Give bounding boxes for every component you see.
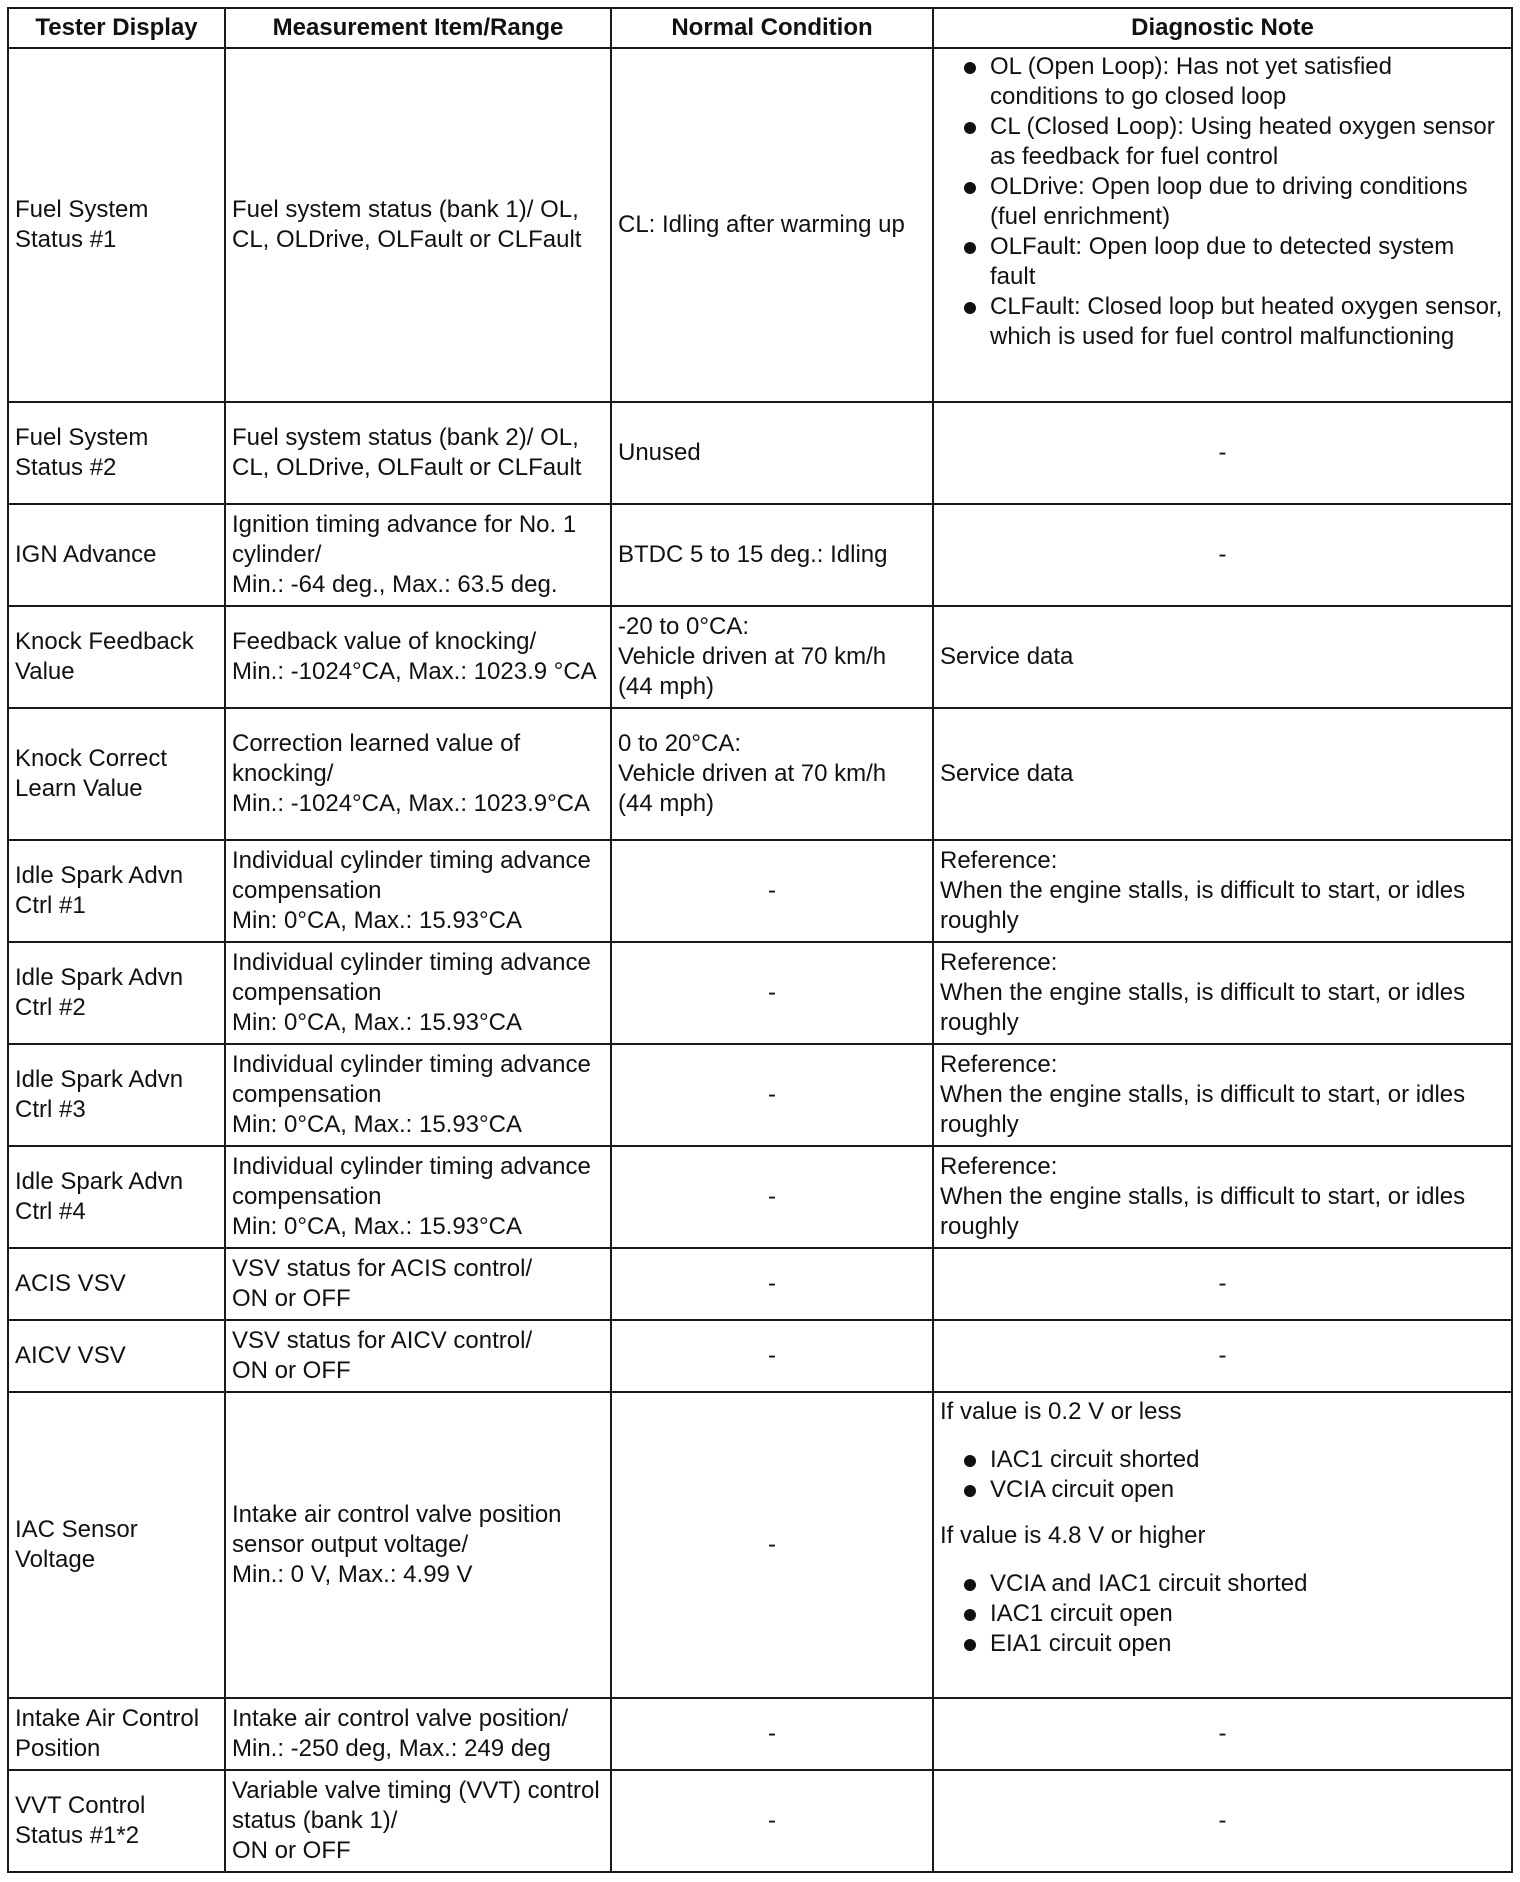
table-row bbox=[8, 504, 1512, 606]
tester-display-cell: Fuel System Status #2 bbox=[8, 402, 225, 504]
list-item: CL (Closed Loop): Using heated oxygen sensor as feedback for fuel control bbox=[940, 112, 1505, 172]
list-item: OL (Open Loop): Has not yet satisfied conditions to go closed loop bbox=[940, 52, 1505, 112]
list-item: VCIA circuit open bbox=[940, 1475, 1505, 1505]
tester-display-cell: Idle Spark Advn Ctrl #1 bbox=[8, 840, 225, 942]
list-item: VCIA and IAC1 circuit shorted bbox=[940, 1569, 1505, 1599]
cell-line: ON or OFF bbox=[232, 1357, 351, 1384]
tester-display-cell: ACIS VSV bbox=[8, 1248, 225, 1320]
cell-line: Min: 0°CA, Max.: 15.93°CA bbox=[232, 1213, 522, 1240]
table-row bbox=[8, 606, 1512, 708]
normal-condition-cell: - bbox=[611, 942, 933, 1044]
header-diagnostic-note: Diagnostic Note bbox=[933, 8, 1512, 48]
measurement-item-cell bbox=[225, 840, 611, 942]
note-condition-heading: If value is 4.8 V or higher bbox=[940, 1522, 1206, 1549]
table-row bbox=[8, 1392, 1512, 1698]
cell-line: Individual cylinder timing advance compensation bbox=[232, 847, 591, 904]
list-item: OLFault: Open loop due to detected system fault bbox=[940, 232, 1505, 292]
cell-line: When the engine stalls, is difficult to start, or idles roughly bbox=[940, 877, 1466, 934]
cell-line: Min.: 0 V, Max.: 4.99 V bbox=[232, 1561, 473, 1588]
measurement-item-cell bbox=[225, 606, 611, 708]
cell-line: VSV status for ACIS control/ bbox=[232, 1255, 533, 1282]
cell-line: When the engine stalls, is difficult to start, or idles roughly bbox=[940, 1081, 1466, 1138]
note-bullet-list bbox=[940, 1569, 1505, 1659]
normal-condition-cell: - bbox=[611, 1320, 933, 1392]
normal-condition-cell: - bbox=[611, 1248, 933, 1320]
cell-line: ON or OFF bbox=[232, 1285, 351, 1312]
tester-display-cell: Fuel System Status #1 bbox=[8, 48, 225, 402]
normal-condition-cell: - bbox=[611, 1392, 933, 1698]
diagnostic-note-cell: - bbox=[933, 504, 1512, 606]
note-condition-heading: If value is 0.2 V or less bbox=[940, 1398, 1182, 1425]
cell-line: Min.: -64 deg., Max.: 63.5 deg. bbox=[232, 571, 558, 598]
header-tester-display: Tester Display bbox=[8, 8, 225, 48]
table-row bbox=[8, 1044, 1512, 1146]
table-row bbox=[8, 1320, 1512, 1392]
cell-line: Reference: bbox=[940, 1051, 1058, 1078]
header-normal-condition: Normal Condition bbox=[611, 8, 933, 48]
cell-line: Feedback value of knocking/ bbox=[232, 628, 537, 655]
normal-condition-cell: - bbox=[611, 1044, 933, 1146]
tester-display-cell: AICV VSV bbox=[8, 1320, 225, 1392]
diagnostic-note-cell: - bbox=[933, 1320, 1512, 1392]
tester-display-cell: IGN Advance bbox=[8, 504, 225, 606]
normal-condition-cell: CL: Idling after warming up bbox=[611, 48, 933, 402]
diagnostic-note-cell: Service data bbox=[933, 606, 1512, 708]
cell-line: Min.: -1024°CA, Max.: 1023.9°CA bbox=[232, 790, 591, 817]
diagnostic-note-cell: - bbox=[933, 1698, 1512, 1770]
table-row bbox=[8, 708, 1512, 840]
cell-line: Reference: bbox=[940, 949, 1058, 976]
tester-display-cell: Idle Spark Advn Ctrl #2 bbox=[8, 942, 225, 1044]
cell-line: -20 to 0°CA: bbox=[618, 613, 749, 640]
diagnostic-note-cell bbox=[933, 48, 1512, 402]
measurement-item-cell bbox=[225, 1770, 611, 1872]
header-row bbox=[8, 8, 1512, 48]
diagnostic-note-cell: - bbox=[933, 402, 1512, 504]
normal-condition-cell: Unused bbox=[611, 402, 933, 504]
cell-line: When the engine stalls, is difficult to start, or idles roughly bbox=[940, 979, 1466, 1036]
cell-line: Min: 0°CA, Max.: 15.93°CA bbox=[232, 1111, 522, 1138]
table-row bbox=[8, 942, 1512, 1044]
tester-display-cell: IAC Sensor Voltage bbox=[8, 1392, 225, 1698]
measurement-item-cell bbox=[225, 1392, 611, 1698]
normal-condition-cell: - bbox=[611, 1146, 933, 1248]
measurement-item-cell bbox=[225, 504, 611, 606]
cell-line: Min: 0°CA, Max.: 15.93°CA bbox=[232, 1009, 522, 1036]
measurement-item-cell bbox=[225, 708, 611, 840]
measurement-item-cell: Fuel system status (bank 1)/ OL, CL, OLDrive, OLFault or CLFault bbox=[225, 48, 611, 402]
normal-condition-cell bbox=[611, 606, 933, 708]
normal-condition-cell: - bbox=[611, 1698, 933, 1770]
cell-line: 0 to 20°CA: bbox=[618, 730, 741, 757]
table-row bbox=[8, 1698, 1512, 1770]
list-item: IAC1 circuit shorted bbox=[940, 1445, 1505, 1475]
measurement-item-cell bbox=[225, 1044, 611, 1146]
cell-line: Min.: -1024°CA, Max.: 1023.9 °CA bbox=[232, 658, 597, 685]
list-item: IAC1 circuit open bbox=[940, 1599, 1505, 1629]
normal-condition-cell bbox=[611, 708, 933, 840]
cell-line: When the engine stalls, is difficult to start, or idles roughly bbox=[940, 1183, 1466, 1240]
list-item: EIA1 circuit open bbox=[940, 1629, 1505, 1659]
tester-display-cell: VVT Control Status #1*2 bbox=[8, 1770, 225, 1872]
cell-line: ON or OFF bbox=[232, 1837, 351, 1864]
cell-line: Reference: bbox=[940, 1153, 1058, 1180]
measurement-item-cell bbox=[225, 942, 611, 1044]
table-row bbox=[8, 1770, 1512, 1872]
cell-line: Reference: bbox=[940, 847, 1058, 874]
measurement-item-cell bbox=[225, 1320, 611, 1392]
table-row bbox=[8, 48, 1512, 402]
cell-line: Min: 0°CA, Max.: 15.93°CA bbox=[232, 907, 522, 934]
diagnostic-note-cell bbox=[933, 840, 1512, 942]
diagnostic-note-cell: - bbox=[933, 1770, 1512, 1872]
tester-display-cell: Idle Spark Advn Ctrl #4 bbox=[8, 1146, 225, 1248]
cell-line: Correction learned value of knocking/ bbox=[232, 730, 521, 787]
note-bullet-list bbox=[940, 1445, 1505, 1505]
cell-line: Individual cylinder timing advance compensation bbox=[232, 1153, 591, 1210]
table-row bbox=[8, 402, 1512, 504]
cell-line: Vehicle driven at 70 km/h (44 mph) bbox=[618, 643, 887, 700]
note-bullet-list bbox=[940, 52, 1505, 352]
measurement-item-cell bbox=[225, 1146, 611, 1248]
measurement-item-cell: Fuel system status (bank 2)/ OL, CL, OLDrive, OLFault or CLFault bbox=[225, 402, 611, 504]
cell-line: Min.: -250 deg, Max.: 249 deg bbox=[232, 1735, 551, 1762]
tester-display-cell: Knock Correct Learn Value bbox=[8, 708, 225, 840]
cell-line: Individual cylinder timing advance compensation bbox=[232, 1051, 591, 1108]
cell-line: Ignition timing advance for No. 1 cylinder/ bbox=[232, 511, 577, 568]
normal-condition-cell: BTDC 5 to 15 deg.: Idling bbox=[611, 504, 933, 606]
normal-condition-cell: - bbox=[611, 1770, 933, 1872]
cell-line: Vehicle driven at 70 km/h (44 mph) bbox=[618, 760, 887, 817]
cell-line: VSV status for AICV control/ bbox=[232, 1327, 533, 1354]
list-item: OLDrive: Open loop due to driving conditions (fuel enrichment) bbox=[940, 172, 1505, 232]
measurement-item-cell bbox=[225, 1698, 611, 1770]
table-row bbox=[8, 1146, 1512, 1248]
table-row bbox=[8, 1248, 1512, 1320]
measurement-item-cell bbox=[225, 1248, 611, 1320]
list-item: CLFault: Closed loop but heated oxygen sensor, which is used for fuel control malfunctioning bbox=[940, 292, 1505, 352]
table-row bbox=[8, 840, 1512, 942]
cell-line: Intake air control valve position sensor output voltage/ bbox=[232, 1501, 562, 1558]
data-list-table bbox=[7, 7, 1513, 1873]
cell-line: Individual cylinder timing advance compensation bbox=[232, 949, 591, 1006]
tester-display-cell: Idle Spark Advn Ctrl #3 bbox=[8, 1044, 225, 1146]
cell-line: Intake air control valve position/ bbox=[232, 1705, 569, 1732]
cell-line: Variable valve timing (VVT) control status (bank 1)/ bbox=[232, 1777, 600, 1834]
header-measurement-item: Measurement Item/Range bbox=[225, 8, 611, 48]
tester-display-cell: Intake Air Control Position bbox=[8, 1698, 225, 1770]
normal-condition-cell: - bbox=[611, 840, 933, 942]
tester-display-cell: Knock Feedback Value bbox=[8, 606, 225, 708]
diagnostic-note-cell bbox=[933, 1146, 1512, 1248]
diagnostic-note-cell: Service data bbox=[933, 708, 1512, 840]
diagnostic-note-cell: - bbox=[933, 1248, 1512, 1320]
diagnostic-note-cell bbox=[933, 1044, 1512, 1146]
diagnostic-note-cell bbox=[933, 942, 1512, 1044]
diagnostic-note-cell bbox=[933, 1392, 1512, 1698]
